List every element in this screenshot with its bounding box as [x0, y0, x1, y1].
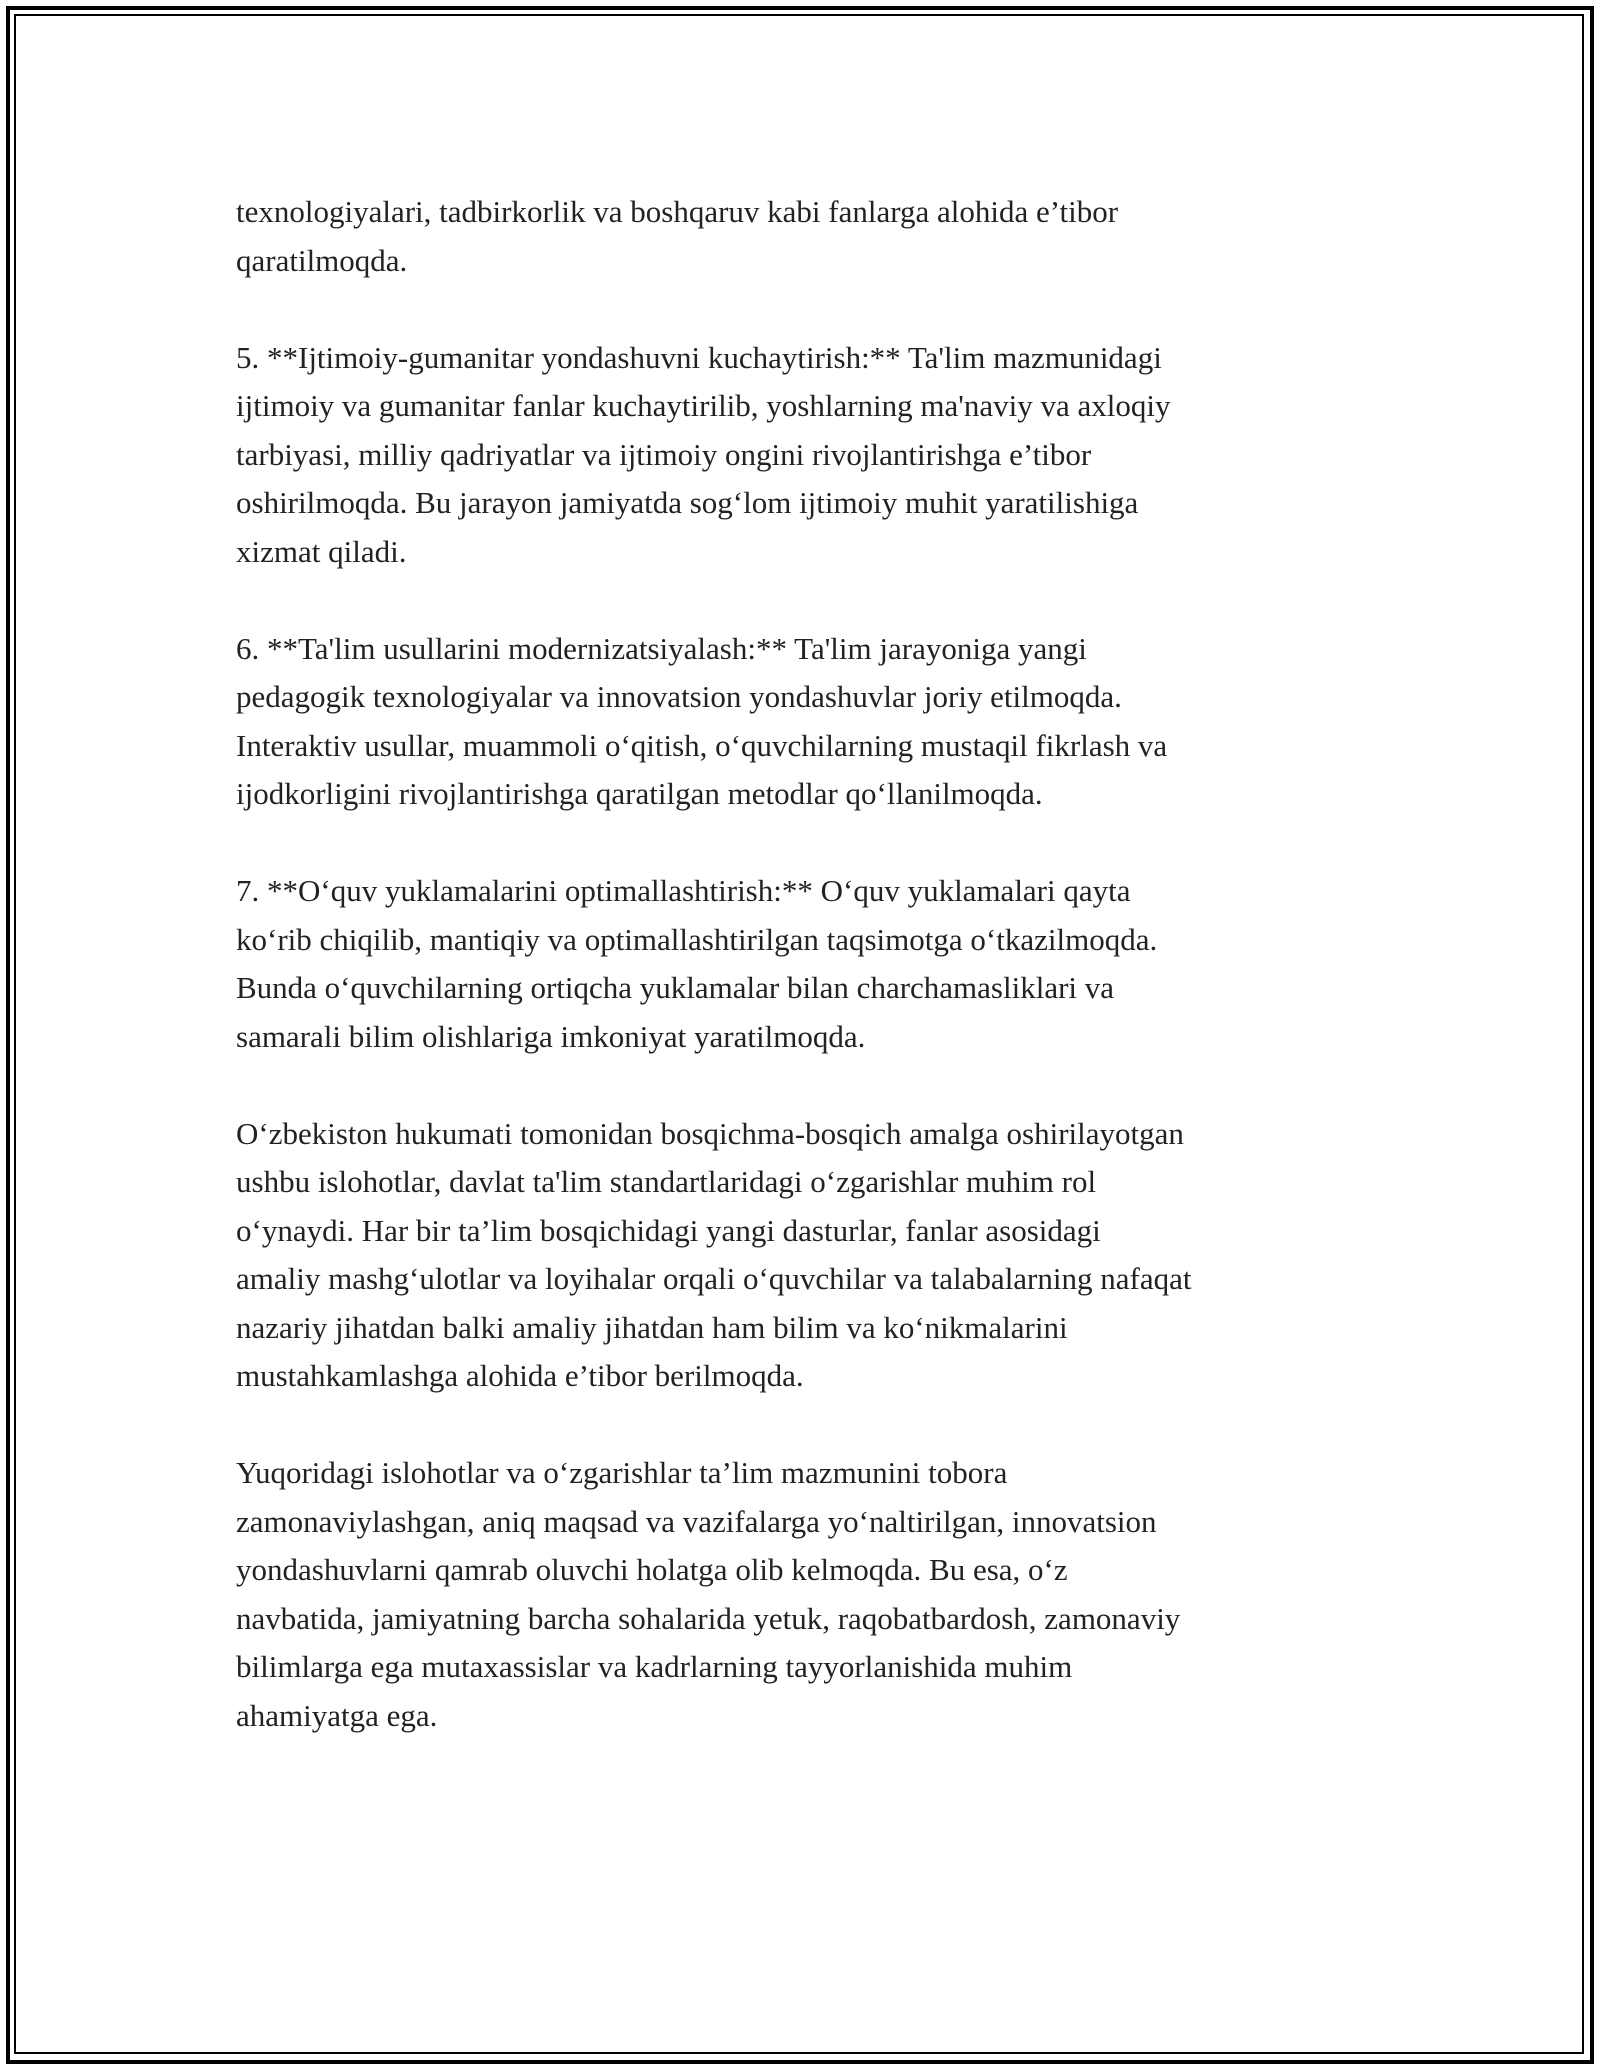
document-body — [236, 188, 1376, 1740]
paragraph-item-7: 7. **O‘quv yuklamalarini optimallashtirish:** O‘quv yuklamalari qayta ko‘rib chiqilib, mantiqiy va optimallashtirilgan taqsimotga o‘tkazilmoqda. Bunda o‘quvchilarning ortiqcha yuklamalar bilan charchamasliklari va samarali bilim olishlariga imkoniyat yaratilmoqda. — [236, 873, 1158, 1054]
paragraph-continuation: texnologiyalari, tadbirkorlik va boshqaruv kabi fanlarga alohida e’tibor qaratilmoqda. — [236, 194, 1119, 278]
paragraph-conclusion: Yuqoridagi islohotlar va o‘zgarishlar ta’lim mazmunini tobora zamonaviylashgan, aniq maqsad va vazifalarga yo‘naltirilgan, innovatsion yondashuvlarni qamrab oluvchi holatga olib kelmoqda. Bu esa, o‘z navbatida, jamiyatning barcha sohalarida yetuk, raqobatbardosh, zamonaviy bilimlarga ega mutaxassislar va kadrlarning tayyorlanishida muhim ahamiyatga ega. — [236, 1455, 1181, 1733]
paragraph-reforms: O‘zbekiston hukumati tomonidan bosqichma-bosqich amalga oshirilayotgan ushbu islohotlar, davlat ta'lim standartlaridagi o‘zgarishlar muhim rol o‘ynaydi. Har bir ta’lim bosqichidagi yangi dasturlar, fanlar asosidagi amaliy mashg‘ulotlar va loyihalar orqali o‘quvchilar va talabalarning nafaqat nazariy jihatdan balki amaliy jihatdan ham bilim va ko‘nikmalarini mustahkamlashga alohida e’tibor berilmoqda. — [236, 1115, 1192, 1393]
paragraph-item-6: 6. **Ta'lim usullarini modernizatsiyalash:** Ta'lim jarayoniga yangi pedagogik texnologiyalar va innovatsion yondashuvlar joriy etilmoqda. Interaktiv usullar, muammoli o‘qitish, o‘quvchilarning mustaqil fikrlash va ijodkorligini rivojlantirishga qaratilgan metodlar qo‘llanilmoqda. — [236, 630, 1168, 811]
paragraph-item-5: 5. **Ijtimoiy-gumanitar yondashuvni kuchaytirish:** Ta'lim mazmunidagi ijtimoiy va gumanitar fanlar kuchaytirilib, yoshlarning ma'naviy va axloqiy tarbiyasi, milliy qadriyatlar va ijtimoiy ongini rivojlantirishga e’tibor oshirilmoqda. Bu jarayon jamiyatda sog‘lom ijtimoiy muhit yaratilishiga xizmat qiladi. — [236, 339, 1171, 569]
